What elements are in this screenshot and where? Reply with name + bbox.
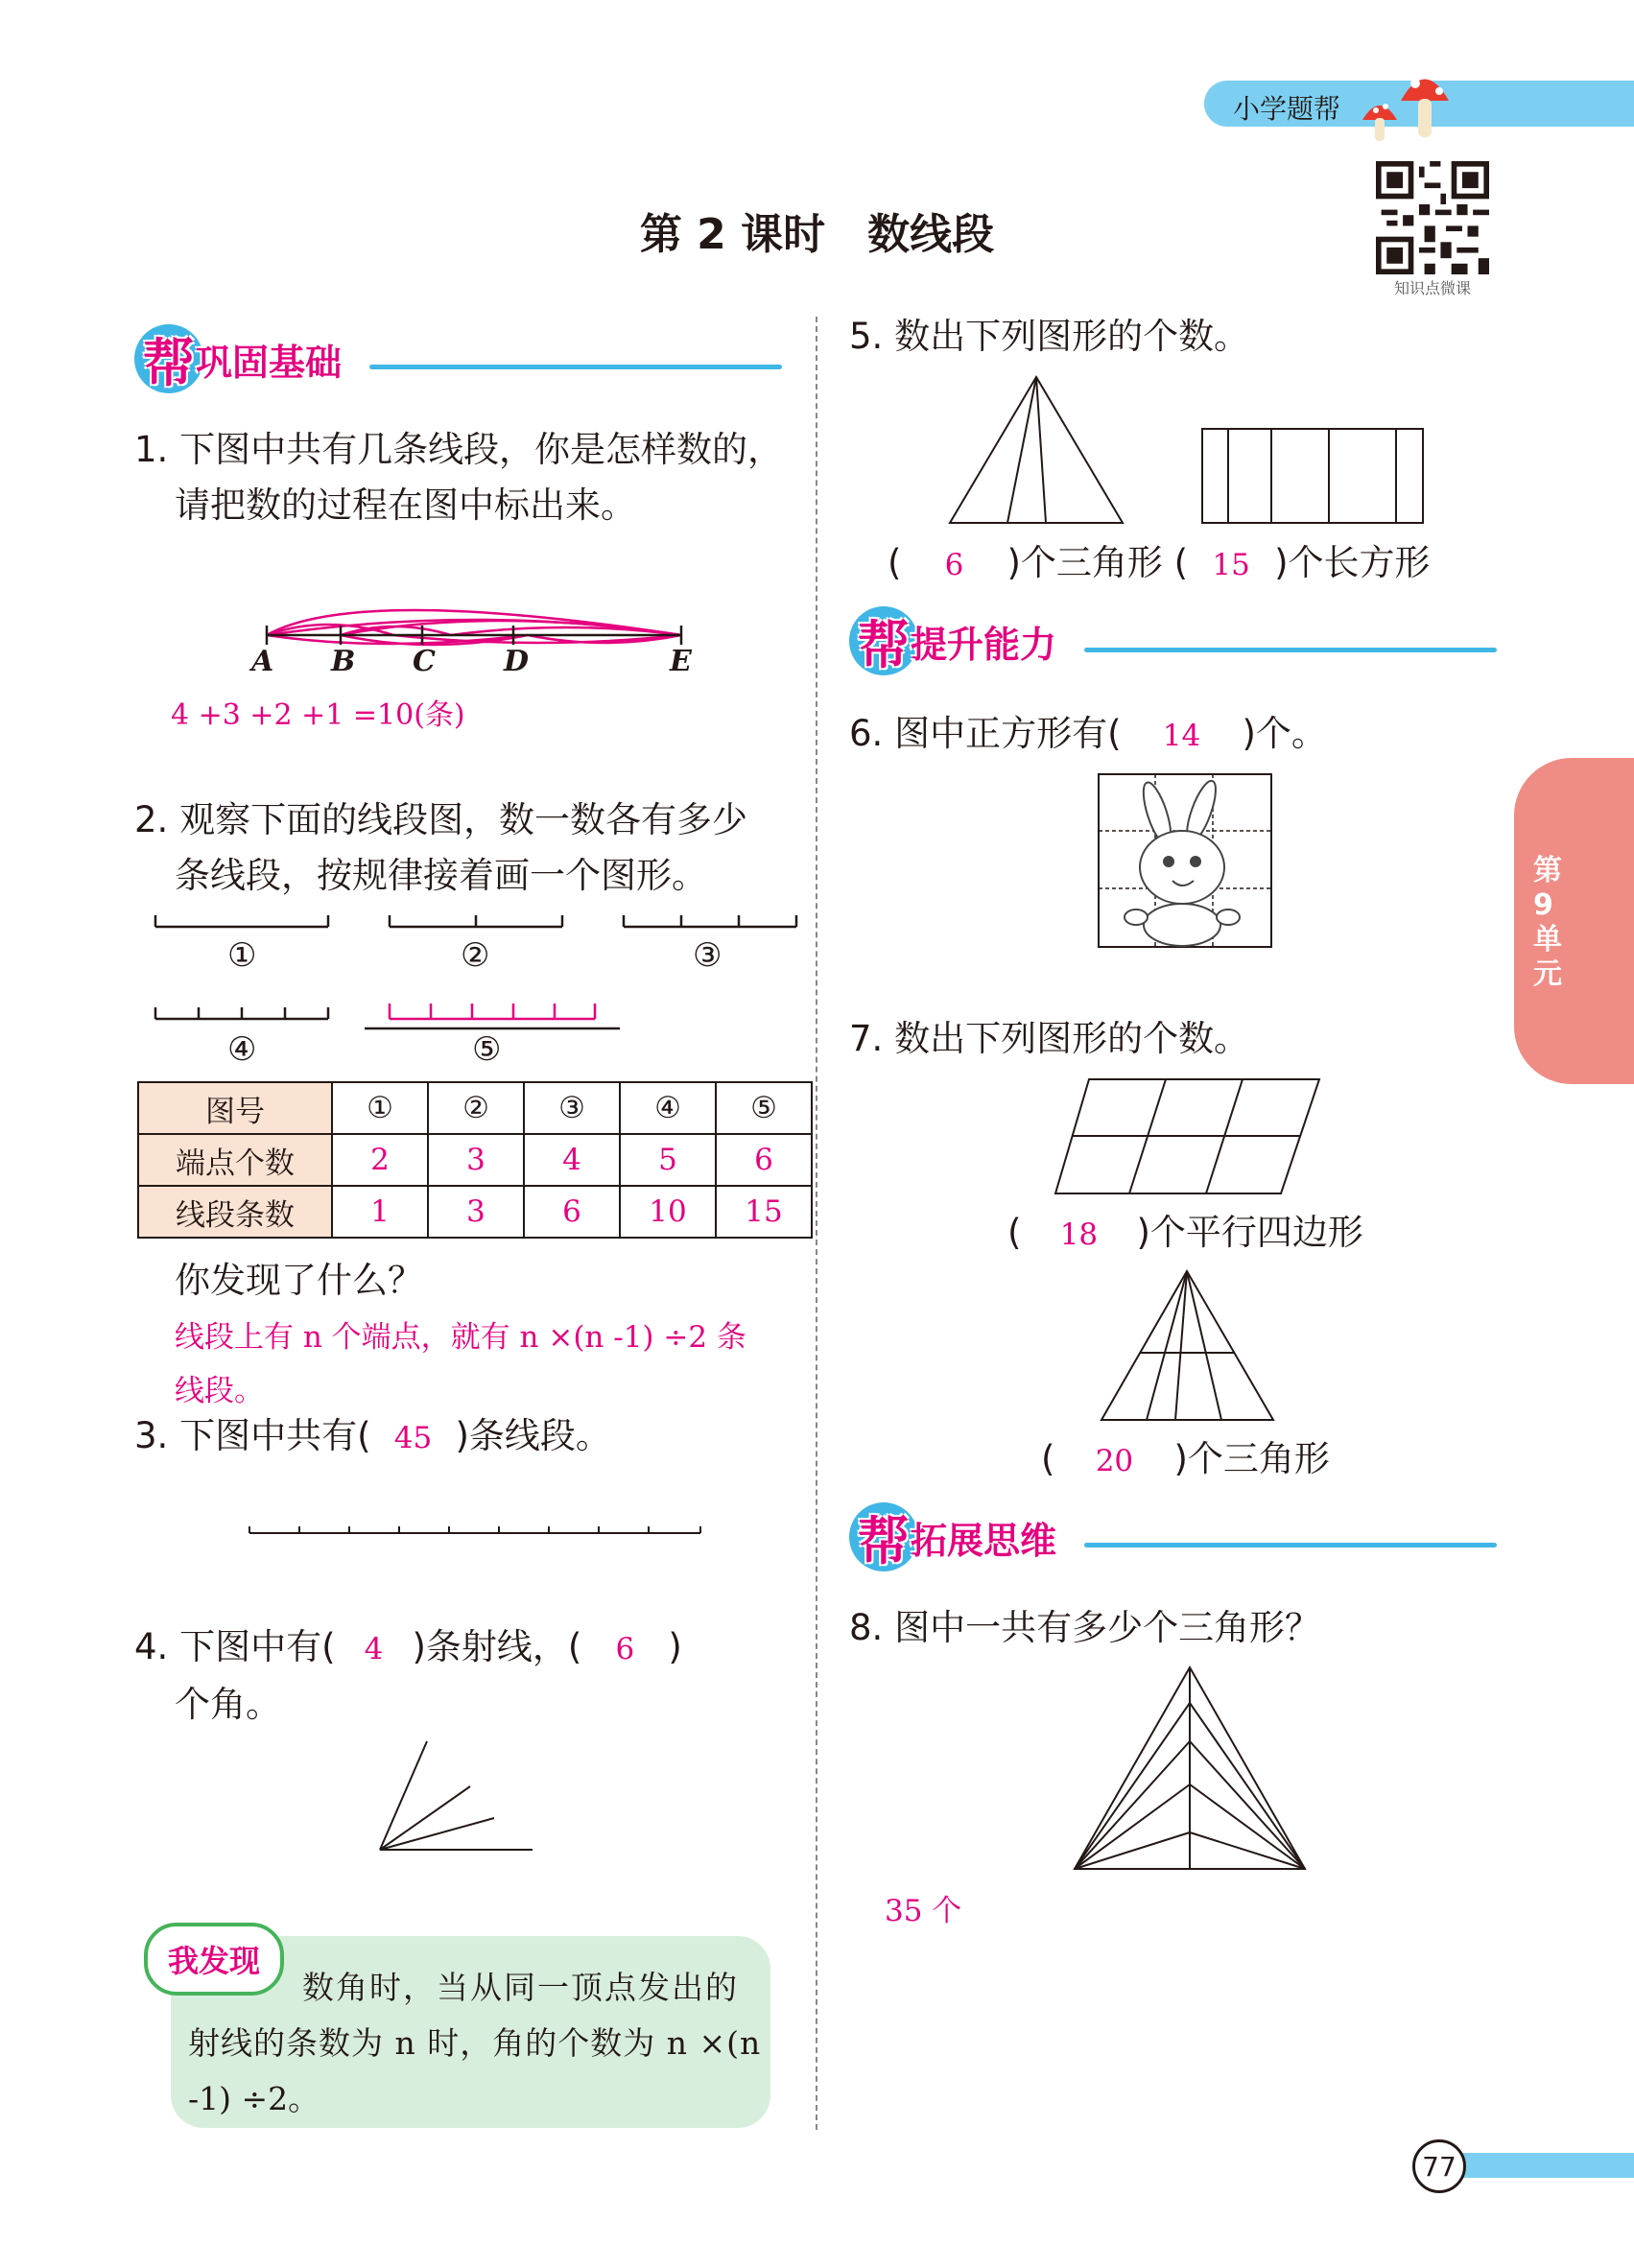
q4-angle-figure <box>374 1736 547 1856</box>
q2-discover-prompt: 你发现了什么？ <box>175 1260 423 1301</box>
q1-answer: 4 +3 +2 +1 =10(条) <box>171 698 465 732</box>
section-basic-label: 巩固基础 <box>196 341 343 384</box>
table-row <box>138 1186 812 1238</box>
q2-fig-label-1: ① <box>227 936 257 975</box>
q1-point-c: C <box>413 645 436 678</box>
unit-side-tab-label: 第9单元 <box>1533 854 1562 991</box>
q2-text-line1: 2. 观察下面的线段图，数一数各有多少 <box>134 799 748 840</box>
q5-answer-rectangles: 15 <box>1212 548 1250 582</box>
page-number-badge <box>1412 2139 1466 2193</box>
table-cell: 6 <box>716 1134 812 1186</box>
q7-close2: )个三角形 <box>1173 1438 1330 1479</box>
q7-text: 7. 数出下列图形的个数。 <box>849 1018 1250 1059</box>
table-header-cell: ⑤ <box>716 1082 812 1134</box>
q6-answer: 14 <box>1162 719 1201 753</box>
table-row-label: 端点个数 <box>138 1134 332 1186</box>
page-number: 77 <box>1422 2150 1456 2183</box>
q2-discover-answer-line2: 线段。 <box>175 1374 264 1408</box>
bang-icon: 帮 <box>134 324 203 393</box>
q3-text <box>134 1408 611 1466</box>
q4-answer2: 6 <box>615 1632 635 1666</box>
q2-fig-label-4: ④ <box>227 1030 257 1069</box>
qr-caption: 知识点微课 <box>1393 279 1471 297</box>
table-cell: 3 <box>428 1186 524 1238</box>
q7-answer-parallelograms-line <box>1007 1205 1363 1263</box>
unit-side-tab[interactable] <box>1514 758 1634 1084</box>
table-header-cell: ③ <box>524 1082 620 1134</box>
q7-triangle-figure <box>1099 1268 1276 1424</box>
discover-line3: -1) ÷2。 <box>188 2080 320 2117</box>
section-expand-line <box>1084 1543 1497 1547</box>
table-header-cell: ① <box>332 1082 428 1134</box>
q2-fig-label-3: ③ <box>693 936 722 975</box>
page-title: 第 2 课时 数线段 <box>639 210 995 259</box>
bang-icon: 帮 <box>849 606 918 675</box>
discover-badge-label: 我发现 <box>167 1943 260 1979</box>
q2-fig-label-5: ⑤ <box>472 1030 502 1069</box>
section-expand-label: 拓展思维 <box>911 1519 1057 1562</box>
q1-point-e: E <box>670 645 692 678</box>
section-improve-label: 提升能力 <box>911 623 1057 666</box>
mushroom-icon <box>1353 53 1458 144</box>
q4-text-line2: 个角。 <box>175 1684 281 1725</box>
q7-answer-triangles-line <box>1041 1431 1330 1489</box>
q5-text: 5. 数出下列图形的个数。 <box>849 316 1250 357</box>
q6-square-grid-figure <box>1098 773 1272 948</box>
q1-point-b: B <box>331 645 356 678</box>
q3-text-before: 3. 下图中共有( <box>134 1415 371 1456</box>
table-cell: 5 <box>620 1134 716 1186</box>
table-cell: 3 <box>428 1134 524 1186</box>
q1-point-d: D <box>504 645 530 678</box>
q6-text-before: 6. 图中正方形有( <box>849 713 1122 754</box>
q7-open2: ( <box>1041 1438 1055 1479</box>
q2-text-line2: 条线段，按规律接着画一个图形。 <box>175 855 707 896</box>
q1-point-a: A <box>251 645 274 678</box>
table-cell: 2 <box>332 1134 428 1186</box>
table-cell: 4 <box>524 1134 620 1186</box>
q4-text-b: )条射线，( <box>412 1626 582 1667</box>
section-improve-line <box>1084 648 1497 652</box>
q5-open1: ( <box>888 542 902 583</box>
discover-line2: 射线的条数为 n 时，角的个数为 n ×(n <box>188 2024 762 2062</box>
q7-close1: )个平行四边形 <box>1136 1212 1363 1253</box>
q6-text <box>849 706 1327 764</box>
table-cell: 1 <box>332 1186 428 1238</box>
q5-close2: )个长方形 <box>1274 542 1431 583</box>
column-divider <box>816 317 817 2130</box>
brand-label: 小学题帮 <box>1233 93 1341 125</box>
q5-close1: )个三角形 ( <box>1006 542 1189 583</box>
discover-line1: 数角时，当从同一顶点发出的 <box>302 1969 739 2006</box>
table-cell: 10 <box>620 1186 716 1238</box>
section-expand <box>849 1502 1056 1571</box>
q6-text-after: )个。 <box>1242 713 1327 754</box>
section-basic <box>134 324 342 393</box>
q1-text-line2: 请把数的过程在图中标出来。 <box>175 484 636 526</box>
q5-triangle-figure <box>945 374 1127 528</box>
q4-text <box>134 1619 682 1677</box>
q3-segment-figure <box>245 1522 705 1541</box>
q4-text-a: 4. 下图中有( <box>134 1626 336 1667</box>
q8-answer: 35 个 <box>885 1894 962 1928</box>
q4-text-c: ) <box>668 1626 682 1667</box>
table-cell: 15 <box>716 1186 812 1238</box>
q7-open1: ( <box>1007 1212 1022 1253</box>
section-basic-line <box>369 365 782 369</box>
q4-answer1: 4 <box>364 1632 384 1666</box>
q3-text-after: )条线段。 <box>455 1415 611 1456</box>
bang-icon: 帮 <box>849 1502 918 1571</box>
section-improve <box>849 606 1056 675</box>
table-cell: 6 <box>524 1186 620 1238</box>
q5-answer-triangles: 6 <box>944 548 964 582</box>
q2-discover-answer-line1: 线段上有 n 个端点，就有 n ×(n -1) ÷2 条 <box>175 1320 746 1355</box>
table-header-cell: ④ <box>620 1082 716 1134</box>
q7-parallelogram-figure <box>1051 1075 1324 1199</box>
table-row-label: 线段条数 <box>138 1186 332 1238</box>
q5-rectangle-figure <box>1199 426 1430 528</box>
q1-segment-figure <box>249 595 700 681</box>
q3-answer: 45 <box>393 1421 433 1455</box>
q2-fig-label-2: ② <box>461 936 490 975</box>
table-header-cell: 图号 <box>138 1082 332 1134</box>
q8-triangle-figure <box>1070 1665 1310 1876</box>
q7-answer-parallelograms: 18 <box>1059 1217 1099 1252</box>
discover-badge <box>144 1923 284 1996</box>
q2-table <box>137 1081 813 1239</box>
q1-text-line1: 1. 下图中共有几条线段，你是怎样数的， <box>134 429 784 470</box>
q8-text: 8. 图中一共有多少个三角形？ <box>849 1607 1321 1648</box>
table-row <box>138 1082 812 1134</box>
table-row <box>138 1134 812 1186</box>
table-header-cell: ② <box>428 1082 524 1134</box>
q7-answer-triangles: 20 <box>1095 1444 1134 1478</box>
q5-answers <box>888 535 1431 593</box>
